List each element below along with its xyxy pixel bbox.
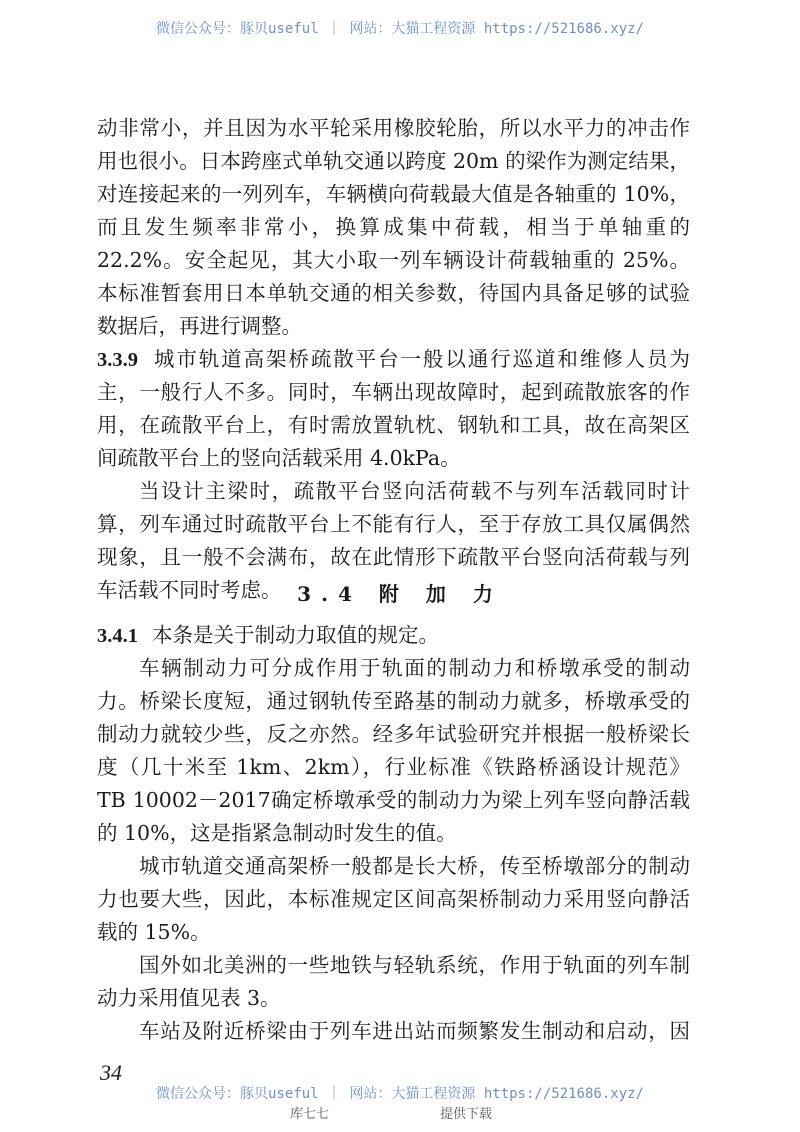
text-line: 算，列车通过时疏散平台上不能有行人，至于存放工具仅属偶然 — [97, 512, 690, 536]
text-line: 本标准暂套用日本单轨交通的相关参数，待国内具备足够的试验 — [97, 281, 690, 305]
text-line: 现象，且一般不会满布，故在此情形下疏散平台竖向活荷载与列 — [97, 545, 690, 569]
clause-number: 3.4.1 — [97, 625, 138, 647]
footer-left: 库七七 — [290, 1107, 330, 1122]
text-line: 22.2%。安全起见，其大小取一列车辆设计荷载轴重的 25%。 — [97, 248, 690, 272]
text-line: 度（几十米至 1km、2km），行业标准《铁路桥涵设计规范》 — [97, 755, 690, 779]
text-line: 用，在疏散平台上，有时需放置轨枕、钢轨和工具，故在高架区 — [97, 413, 690, 437]
text-line: 数据后，再进行调整。 — [97, 314, 302, 338]
text-line: 车活载不同时考虑。 — [97, 578, 282, 602]
clause-text: 本条是关于制动力取值的规定。 — [152, 623, 439, 647]
text-line: 间疏散平台上的竖向活载采用 4.0kPa。 — [97, 446, 461, 470]
text-line: 当设计主梁时，疏散平台竖向活荷载不与列车活载同时计 — [139, 479, 690, 503]
watermark-top: 微信公众号：豚贝useful ｜ 网站：大猫工程资源 https://521686.xyz/ — [155, 21, 644, 37]
text-line: 国外如北美洲的一些地铁与轻轨系统，作用于轨面的列车制 — [139, 953, 690, 977]
text-line — [97, 344, 690, 375]
text-line: 车辆制动力可分成作用于轨面的制动力和桥墩承受的制动 — [139, 656, 690, 680]
text-line: 动非常小，并且因为水平轮采用橡胶轮胎，所以水平力的冲击作 — [97, 116, 690, 140]
text-line: 而且发生频率非常小，换算成集中荷载，相当于单轴重的 — [97, 215, 690, 239]
text-line: 载的 15%。 — [97, 920, 211, 944]
text-line: 城市轨道交通高架桥一般都是长大桥，传至桥墩部分的制动 — [139, 854, 690, 878]
text-line: 力。桥梁长度短，通过钢轨传至路基的制动力就多，桥墩承受的 — [97, 689, 690, 713]
section-heading: 3.4 附 加 力 — [297, 582, 503, 606]
text-line: TB 10002－2017确定桥墩承受的制动力为梁上列车竖向静活载 — [97, 788, 690, 812]
clause-number: 3.3.9 — [97, 349, 138, 371]
text-line: 动力采用值见表 3。 — [97, 986, 281, 1010]
page-number: 34 — [100, 1060, 122, 1085]
text-line: 的 10%，这是指紧急制动时发生的值。 — [97, 821, 457, 845]
text-line: 车站及附近桥梁由于列车进出站而频繁发生制动和启动，因 — [139, 1019, 690, 1043]
text-line: 主，一般行人不多。同时，车辆出现故障时，起到疏散旅客的作 — [97, 380, 690, 404]
footer-right: 提供下载 — [440, 1107, 493, 1122]
watermark-bottom: 微信公众号：豚贝useful ｜ 网站：大猫工程资源 https://521686.xyz/ — [155, 1086, 644, 1102]
text-line: 力也要大些，因此，本标准规定区间高架桥制动力采用竖向静活 — [97, 887, 690, 911]
text-line: 对连接起来的一列列车，车辆横向荷载最大值是各轴重的 10%， — [97, 182, 690, 206]
text-line: 用也很小。日本跨座式单轨交通以跨度 20m 的梁作为测定结果， — [97, 149, 690, 173]
text-line: 制动力就较少些，反之亦然。经多年试验研究并根据一般桥梁长 — [97, 722, 690, 746]
text-line — [97, 620, 690, 651]
clause-text: 城市轨道高架桥疏散平台一般以通行巡道和维修人员为 — [152, 347, 690, 371]
